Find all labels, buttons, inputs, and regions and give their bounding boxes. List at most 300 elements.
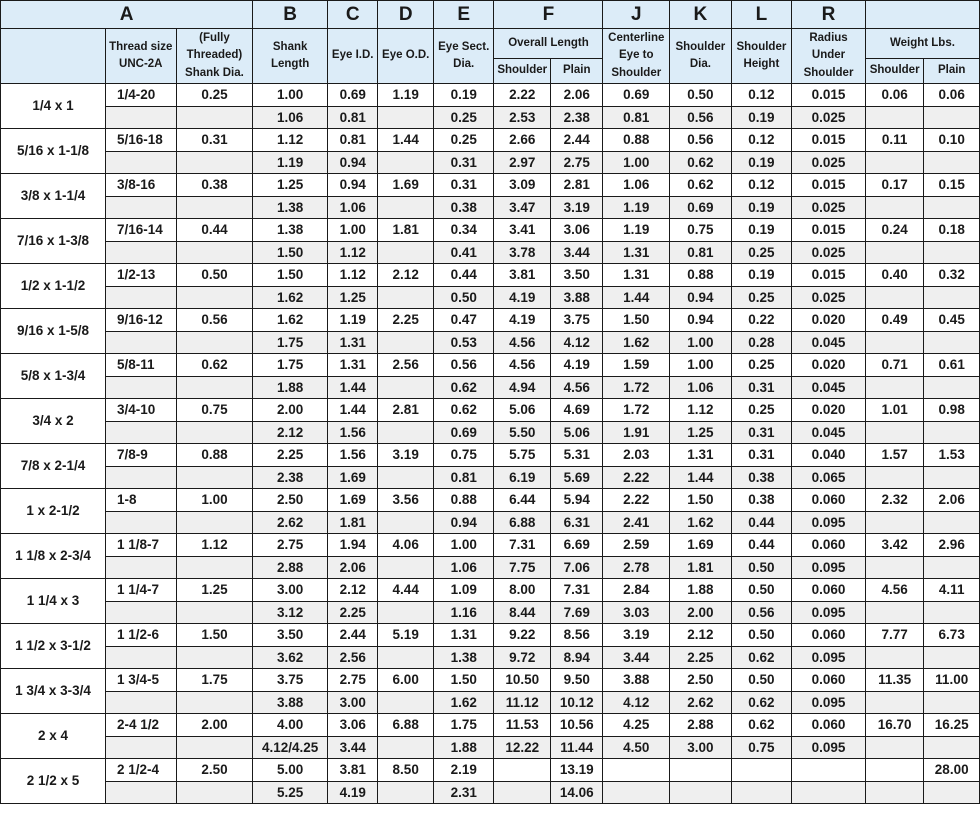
header-thread-size: Thread size UNC-2A xyxy=(105,29,176,84)
radius-cell: 0.060 xyxy=(792,579,866,602)
radius-cell: 0.015 xyxy=(792,129,866,152)
thread-size-cell xyxy=(105,422,176,444)
shank-dia-cell: 0.31 xyxy=(176,129,253,152)
shank-dia-cell: 0.25 xyxy=(176,84,253,107)
overall-plain-cell: 5.69 xyxy=(551,467,603,489)
size-cell: 5/8 x 1-3/4 xyxy=(1,354,106,399)
overall-shoulder-cell: 4.19 xyxy=(494,309,551,332)
table-row xyxy=(1,309,980,332)
weight-shoulder-cell xyxy=(865,692,924,714)
shoulder-dia-cell: 1.69 xyxy=(670,534,732,557)
eye-id-cell: 2.12 xyxy=(327,579,377,602)
eye-sect-cell: 0.88 xyxy=(433,489,494,512)
shank-dia-cell xyxy=(176,197,253,219)
weight-shoulder-cell: 1.01 xyxy=(865,399,924,422)
overall-shoulder-cell: 4.56 xyxy=(494,332,551,354)
centerline-cell: 1.62 xyxy=(603,332,670,354)
weight-shoulder-cell xyxy=(865,782,924,804)
overall-plain-cell: 14.06 xyxy=(551,782,603,804)
overall-plain-cell: 3.06 xyxy=(551,219,603,242)
eye-sect-cell: 0.25 xyxy=(433,107,494,129)
overall-plain-cell: 4.56 xyxy=(551,377,603,399)
table-row xyxy=(1,782,980,804)
shoulder-height-cell: 0.62 xyxy=(731,692,792,714)
size-cell: 2 x 4 xyxy=(1,714,106,759)
weight-plain-cell xyxy=(924,647,980,669)
eye-sect-cell: 0.31 xyxy=(433,174,494,197)
thread-size-cell: 1-8 xyxy=(105,489,176,512)
eye-od-cell xyxy=(378,557,434,579)
shank-dia-cell xyxy=(176,557,253,579)
overall-plain-cell: 7.31 xyxy=(551,579,603,602)
weight-plain-cell: 2.96 xyxy=(924,534,980,557)
shank-dia-cell xyxy=(176,692,253,714)
overall-shoulder-cell: 6.44 xyxy=(494,489,551,512)
eye-id-cell: 1.25 xyxy=(327,287,377,309)
weight-shoulder-cell xyxy=(865,647,924,669)
shoulder-dia-cell: 3.00 xyxy=(670,737,732,759)
eye-sect-cell: 1.38 xyxy=(433,647,494,669)
overall-shoulder-cell: 2.22 xyxy=(494,84,551,107)
overall-plain-cell: 11.44 xyxy=(551,737,603,759)
weight-shoulder-cell: 0.11 xyxy=(865,129,924,152)
radius-cell: 0.060 xyxy=(792,714,866,737)
shoulder-height-cell: 0.12 xyxy=(731,129,792,152)
eye-od-cell: 4.44 xyxy=(378,579,434,602)
radius-cell: 0.095 xyxy=(792,737,866,759)
eye-sect-cell: 1.88 xyxy=(433,737,494,759)
header-shank-dia: (Fully Threaded) Shank Dia. xyxy=(176,29,253,84)
shoulder-dia-cell: 0.75 xyxy=(670,219,732,242)
overall-plain-cell: 8.56 xyxy=(551,624,603,647)
shoulder-dia-cell: 1.62 xyxy=(670,512,732,534)
overall-shoulder-cell: 3.09 xyxy=(494,174,551,197)
overall-plain-cell: 2.81 xyxy=(551,174,603,197)
size-cell: 1 3/4 x 3-3/4 xyxy=(1,669,106,714)
overall-plain-cell: 7.06 xyxy=(551,557,603,579)
shoulder-height-cell: 0.19 xyxy=(731,197,792,219)
shoulder-height-cell: 0.19 xyxy=(731,264,792,287)
thread-size-cell: 2 1/2-4 xyxy=(105,759,176,782)
eye-id-cell: 2.75 xyxy=(327,669,377,692)
radius-cell: 0.065 xyxy=(792,467,866,489)
eye-sect-cell: 0.31 xyxy=(433,152,494,174)
eye-id-cell: 1.69 xyxy=(327,489,377,512)
eye-sect-cell: 1.16 xyxy=(433,602,494,624)
table-row xyxy=(1,467,980,489)
shoulder-dia-cell: 2.00 xyxy=(670,602,732,624)
shank-length-cell: 4.00 xyxy=(253,714,328,737)
weight-plain-cell xyxy=(924,377,980,399)
eye-od-cell xyxy=(378,467,434,489)
eye-id-cell: 1.12 xyxy=(327,242,377,264)
overall-shoulder-cell: 7.31 xyxy=(494,534,551,557)
table-row xyxy=(1,354,980,377)
weight-shoulder-cell xyxy=(865,557,924,579)
shank-length-cell: 2.75 xyxy=(253,534,328,557)
overall-plain-cell: 3.75 xyxy=(551,309,603,332)
eye-od-cell xyxy=(378,737,434,759)
centerline-cell: 1.59 xyxy=(603,354,670,377)
weight-plain-cell: 0.32 xyxy=(924,264,980,287)
overall-plain-cell: 2.44 xyxy=(551,129,603,152)
size-cell: 1 1/2 x 3-1/2 xyxy=(1,624,106,669)
header-overall-shoulder: Shoulder xyxy=(494,58,551,83)
centerline-cell: 1.91 xyxy=(603,422,670,444)
shoulder-height-cell: 0.28 xyxy=(731,332,792,354)
weight-shoulder-cell xyxy=(865,602,924,624)
shoulder-dia-cell: 0.50 xyxy=(670,84,732,107)
eye-sect-cell: 2.19 xyxy=(433,759,494,782)
shank-length-cell: 2.00 xyxy=(253,399,328,422)
centerline-cell xyxy=(603,759,670,782)
eye-od-cell: 6.00 xyxy=(378,669,434,692)
eye-sect-cell: 1.62 xyxy=(433,692,494,714)
eye-sect-cell: 0.19 xyxy=(433,84,494,107)
centerline-cell: 1.19 xyxy=(603,197,670,219)
shank-dia-cell: 0.44 xyxy=(176,219,253,242)
shoulder-dia-cell: 2.62 xyxy=(670,692,732,714)
overall-plain-cell: 9.50 xyxy=(551,669,603,692)
thread-size-cell xyxy=(105,602,176,624)
table-row xyxy=(1,759,980,782)
eye-od-cell: 1.44 xyxy=(378,129,434,152)
shank-dia-cell xyxy=(176,287,253,309)
header-overall-plain: Plain xyxy=(551,58,603,83)
weight-shoulder-cell xyxy=(865,242,924,264)
weight-plain-cell: 6.73 xyxy=(924,624,980,647)
eye-sect-cell: 0.41 xyxy=(433,242,494,264)
table-row xyxy=(1,174,980,197)
table-row xyxy=(1,377,980,399)
centerline-cell: 1.72 xyxy=(603,377,670,399)
radius-cell: 0.095 xyxy=(792,647,866,669)
overall-plain-cell: 13.19 xyxy=(551,759,603,782)
radius-cell: 0.025 xyxy=(792,197,866,219)
shank-dia-cell: 2.00 xyxy=(176,714,253,737)
shoulder-dia-cell: 1.00 xyxy=(670,354,732,377)
shank-length-cell: 1.25 xyxy=(253,174,328,197)
weight-plain-cell: 11.00 xyxy=(924,669,980,692)
centerline-cell: 1.50 xyxy=(603,309,670,332)
shank-dia-cell: 1.75 xyxy=(176,669,253,692)
centerline-cell: 1.72 xyxy=(603,399,670,422)
shoulder-height-cell: 0.19 xyxy=(731,107,792,129)
shank-length-cell: 5.25 xyxy=(253,782,328,804)
overall-shoulder-cell: 2.53 xyxy=(494,107,551,129)
weight-plain-cell xyxy=(924,287,980,309)
thread-size-cell xyxy=(105,647,176,669)
shank-dia-cell xyxy=(176,602,253,624)
header-shoulder-height: Shoulder Height xyxy=(731,29,792,84)
eye-sect-cell: 0.34 xyxy=(433,219,494,242)
shoulder-height-cell: 0.12 xyxy=(731,84,792,107)
size-cell: 3/4 x 2 xyxy=(1,399,106,444)
overall-shoulder-cell xyxy=(494,759,551,782)
eye-sect-cell: 0.69 xyxy=(433,422,494,444)
thread-size-cell: 2-4 1/2 xyxy=(105,714,176,737)
eye-od-cell: 1.81 xyxy=(378,219,434,242)
eye-id-cell: 4.19 xyxy=(327,782,377,804)
weight-plain-cell xyxy=(924,557,980,579)
size-cell: 2 1/2 x 5 xyxy=(1,759,106,804)
overall-shoulder-cell: 3.78 xyxy=(494,242,551,264)
thread-size-cell xyxy=(105,242,176,264)
shank-dia-cell: 0.62 xyxy=(176,354,253,377)
shoulder-height-cell: 0.25 xyxy=(731,242,792,264)
weight-shoulder-cell xyxy=(865,467,924,489)
shoulder-height-cell xyxy=(731,759,792,782)
eye-sect-cell: 1.06 xyxy=(433,557,494,579)
centerline-cell: 2.22 xyxy=(603,489,670,512)
weight-plain-cell: 1.53 xyxy=(924,444,980,467)
eye-sect-cell: 0.47 xyxy=(433,309,494,332)
radius-cell: 0.025 xyxy=(792,152,866,174)
shoulder-dia-cell: 1.81 xyxy=(670,557,732,579)
shank-dia-cell: 1.00 xyxy=(176,489,253,512)
header-eye-id: Eye I.D. xyxy=(327,29,377,84)
centerline-cell: 2.59 xyxy=(603,534,670,557)
centerline-cell: 3.03 xyxy=(603,602,670,624)
eye-sect-cell: 0.53 xyxy=(433,332,494,354)
shoulder-height-cell: 0.38 xyxy=(731,467,792,489)
centerline-cell: 4.12 xyxy=(603,692,670,714)
eye-id-cell: 1.31 xyxy=(327,332,377,354)
eye-od-cell xyxy=(378,782,434,804)
overall-shoulder-cell xyxy=(494,782,551,804)
column-letter-blank xyxy=(865,1,979,29)
weight-plain-cell xyxy=(924,467,980,489)
table-row xyxy=(1,647,980,669)
eye-id-cell: 3.81 xyxy=(327,759,377,782)
weight-plain-cell: 16.25 xyxy=(924,714,980,737)
shoulder-height-cell: 0.62 xyxy=(731,714,792,737)
eye-od-cell xyxy=(378,152,434,174)
overall-plain-cell: 8.94 xyxy=(551,647,603,669)
table-row xyxy=(1,84,980,107)
column-letter-c: C xyxy=(327,1,377,29)
eye-id-cell: 1.00 xyxy=(327,219,377,242)
overall-plain-cell: 5.06 xyxy=(551,422,603,444)
shank-length-cell: 1.38 xyxy=(253,197,328,219)
eye-od-cell xyxy=(378,242,434,264)
thread-size-cell: 7/8-9 xyxy=(105,444,176,467)
weight-plain-cell xyxy=(924,332,980,354)
size-cell: 1/2 x 1-1/2 xyxy=(1,264,106,309)
shoulder-height-cell: 0.62 xyxy=(731,647,792,669)
eye-id-cell: 1.31 xyxy=(327,354,377,377)
centerline-cell: 0.81 xyxy=(603,107,670,129)
radius-cell: 0.015 xyxy=(792,174,866,197)
size-cell: 1 1/4 x 3 xyxy=(1,579,106,624)
eye-id-cell: 3.44 xyxy=(327,737,377,759)
eye-id-cell: 0.94 xyxy=(327,152,377,174)
eye-id-cell: 1.56 xyxy=(327,422,377,444)
weight-shoulder-cell xyxy=(865,422,924,444)
thread-size-cell xyxy=(105,152,176,174)
weight-plain-cell xyxy=(924,692,980,714)
weight-shoulder-cell: 2.32 xyxy=(865,489,924,512)
radius-cell: 0.095 xyxy=(792,692,866,714)
centerline-cell: 4.25 xyxy=(603,714,670,737)
shank-dia-cell: 0.88 xyxy=(176,444,253,467)
thread-size-cell xyxy=(105,692,176,714)
shoulder-dia-cell: 0.81 xyxy=(670,242,732,264)
overall-shoulder-cell: 2.97 xyxy=(494,152,551,174)
centerline-cell: 4.50 xyxy=(603,737,670,759)
table-row xyxy=(1,489,980,512)
shoulder-dia-cell: 1.88 xyxy=(670,579,732,602)
centerline-cell: 0.88 xyxy=(603,129,670,152)
weight-plain-cell xyxy=(924,152,980,174)
shoulder-height-cell: 0.50 xyxy=(731,669,792,692)
shoulder-dia-cell: 2.88 xyxy=(670,714,732,737)
thread-size-cell: 1/4-20 xyxy=(105,84,176,107)
shoulder-dia-cell: 0.94 xyxy=(670,309,732,332)
radius-cell: 0.020 xyxy=(792,354,866,377)
shank-dia-cell: 0.50 xyxy=(176,264,253,287)
centerline-cell: 3.88 xyxy=(603,669,670,692)
centerline-cell: 1.31 xyxy=(603,264,670,287)
eye-od-cell: 4.06 xyxy=(378,534,434,557)
shoulder-height-cell: 0.31 xyxy=(731,444,792,467)
shank-length-cell: 1.12 xyxy=(253,129,328,152)
size-cell: 5/16 x 1-1/8 xyxy=(1,129,106,174)
shoulder-height-cell xyxy=(731,782,792,804)
shank-dia-cell xyxy=(176,512,253,534)
eye-sect-cell: 1.75 xyxy=(433,714,494,737)
eye-od-cell xyxy=(378,377,434,399)
shoulder-height-cell: 0.56 xyxy=(731,602,792,624)
overall-shoulder-cell: 7.75 xyxy=(494,557,551,579)
shoulder-dia-cell: 1.50 xyxy=(670,489,732,512)
weight-shoulder-cell xyxy=(865,332,924,354)
shank-length-cell: 3.75 xyxy=(253,669,328,692)
shank-length-cell: 3.50 xyxy=(253,624,328,647)
eye-od-cell: 2.56 xyxy=(378,354,434,377)
table-row xyxy=(1,332,980,354)
shoulder-dia-cell: 0.88 xyxy=(670,264,732,287)
shoulder-height-cell: 0.50 xyxy=(731,579,792,602)
overall-plain-cell: 7.69 xyxy=(551,602,603,624)
weight-shoulder-cell: 7.77 xyxy=(865,624,924,647)
weight-plain-cell xyxy=(924,242,980,264)
shoulder-dia-cell: 1.12 xyxy=(670,399,732,422)
table-row xyxy=(1,287,980,309)
thread-size-cell xyxy=(105,377,176,399)
shoulder-height-cell: 0.22 xyxy=(731,309,792,332)
eye-sect-cell: 0.75 xyxy=(433,444,494,467)
weight-plain-cell: 0.06 xyxy=(924,84,980,107)
weight-shoulder-cell xyxy=(865,737,924,759)
overall-shoulder-cell: 6.88 xyxy=(494,512,551,534)
weight-shoulder-cell: 1.57 xyxy=(865,444,924,467)
shank-length-cell: 1.50 xyxy=(253,264,328,287)
table-row xyxy=(1,557,980,579)
shank-dia-cell: 1.50 xyxy=(176,624,253,647)
overall-plain-cell: 6.69 xyxy=(551,534,603,557)
centerline-cell: 2.03 xyxy=(603,444,670,467)
shank-length-cell: 1.75 xyxy=(253,332,328,354)
eye-id-cell: 1.94 xyxy=(327,534,377,557)
table-row xyxy=(1,264,980,287)
table-row xyxy=(1,534,980,557)
column-letter-b: B xyxy=(253,1,328,29)
column-name-row xyxy=(1,29,980,59)
shank-dia-cell: 2.50 xyxy=(176,759,253,782)
weight-plain-cell: 28.00 xyxy=(924,759,980,782)
eye-od-cell xyxy=(378,692,434,714)
radius-cell: 0.025 xyxy=(792,107,866,129)
eye-id-cell: 1.19 xyxy=(327,309,377,332)
overall-plain-cell: 10.56 xyxy=(551,714,603,737)
centerline-cell: 1.19 xyxy=(603,219,670,242)
overall-shoulder-cell: 5.75 xyxy=(494,444,551,467)
shoulder-height-cell: 0.25 xyxy=(731,354,792,377)
overall-shoulder-cell: 3.41 xyxy=(494,219,551,242)
thread-size-cell: 3/8-16 xyxy=(105,174,176,197)
shank-dia-cell: 1.25 xyxy=(176,579,253,602)
overall-plain-cell: 4.69 xyxy=(551,399,603,422)
overall-shoulder-cell: 5.06 xyxy=(494,399,551,422)
weight-shoulder-cell xyxy=(865,759,924,782)
shank-dia-cell xyxy=(176,737,253,759)
overall-shoulder-cell: 12.22 xyxy=(494,737,551,759)
column-letter-f: F xyxy=(494,1,603,29)
shoulder-dia-cell: 1.44 xyxy=(670,467,732,489)
table-row xyxy=(1,219,980,242)
eye-id-cell: 2.06 xyxy=(327,557,377,579)
table-row xyxy=(1,422,980,444)
eye-od-cell: 3.56 xyxy=(378,489,434,512)
column-letter-a: A xyxy=(1,1,253,29)
radius-cell: 0.045 xyxy=(792,332,866,354)
shank-dia-cell xyxy=(176,107,253,129)
radius-cell: 0.025 xyxy=(792,287,866,309)
shank-length-cell: 1.00 xyxy=(253,84,328,107)
overall-plain-cell: 5.94 xyxy=(551,489,603,512)
shank-length-cell: 1.88 xyxy=(253,377,328,399)
shoulder-dia-cell: 0.56 xyxy=(670,107,732,129)
radius-cell: 0.060 xyxy=(792,489,866,512)
thread-size-cell: 5/16-18 xyxy=(105,129,176,152)
overall-plain-cell: 2.06 xyxy=(551,84,603,107)
overall-shoulder-cell: 11.12 xyxy=(494,692,551,714)
eye-od-cell xyxy=(378,197,434,219)
shoulder-dia-cell: 0.56 xyxy=(670,129,732,152)
shank-length-cell: 4.12/4.25 xyxy=(253,737,328,759)
shank-length-cell: 5.00 xyxy=(253,759,328,782)
shank-dia-cell xyxy=(176,422,253,444)
radius-cell: 0.045 xyxy=(792,422,866,444)
table-row xyxy=(1,152,980,174)
eye-od-cell: 8.50 xyxy=(378,759,434,782)
weight-shoulder-cell: 0.24 xyxy=(865,219,924,242)
weight-plain-cell: 2.06 xyxy=(924,489,980,512)
weight-shoulder-cell: 0.17 xyxy=(865,174,924,197)
table-row xyxy=(1,692,980,714)
shank-length-cell: 1.62 xyxy=(253,287,328,309)
eye-sect-cell: 1.09 xyxy=(433,579,494,602)
table-row xyxy=(1,444,980,467)
radius-cell: 0.020 xyxy=(792,399,866,422)
weight-plain-cell xyxy=(924,197,980,219)
centerline-cell: 3.19 xyxy=(603,624,670,647)
radius-cell: 0.020 xyxy=(792,309,866,332)
shank-dia-cell xyxy=(176,377,253,399)
shoulder-dia-cell: 0.69 xyxy=(670,197,732,219)
shoulder-dia-cell xyxy=(670,782,732,804)
